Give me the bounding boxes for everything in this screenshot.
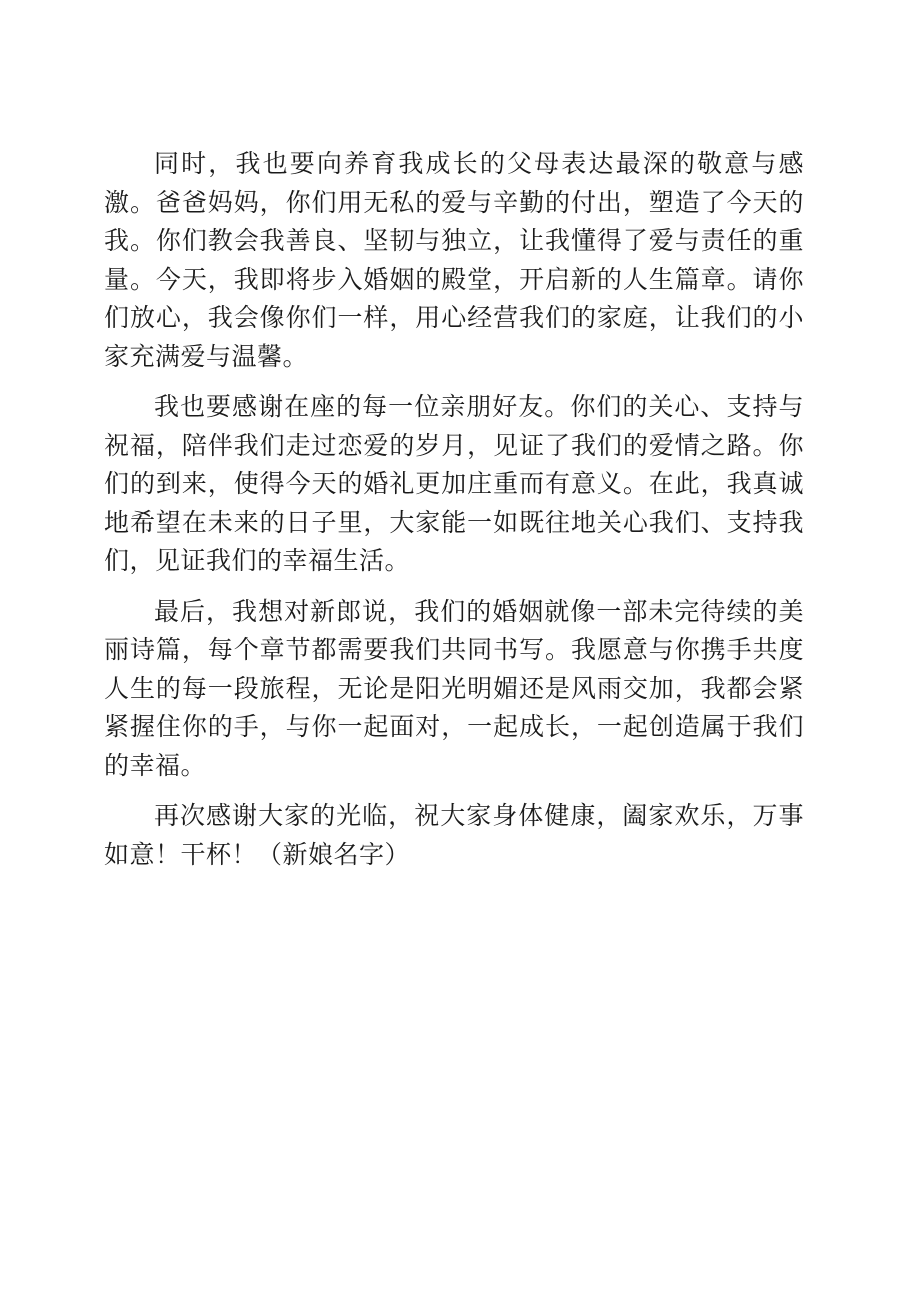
paragraph-parents-thanks: 同时，我也要向养育我成长的父母表达最深的敬意与感激。爸爸妈妈，你们用无私的爱与辛勤的付出，塑造了今天的我。你们教会我善良、坚韧与独立，让我懂得了爱与责任的重量。今天，我即将步入婚姻的殿堂，开启新的人生篇章。请你们放心，我会像你们一样，用心经营我们的家庭，让我们的小家充满爱与温馨。 bbox=[104, 149, 804, 371]
paragraph-to-groom: 最后，我想对新郎说，我们的婚姻就像一部未完待续的美丽诗篇，每个章节都需要我们共同书写。我愿意与你携手共度人生的每一段旅程，无论是阳光明媚还是风雨交加，我都会紧紧握住你的手，与你一起面对，一起成长，一起创造属于我们的幸福。 bbox=[104, 596, 804, 780]
paragraph-friends-thanks: 我也要感谢在座的每一位亲朋好友。你们的关心、支持与祝福，陪伴我们走过恋爱的岁月，见证了我们的爱情之路。你们的到来，使得今天的婚礼更加庄重而有意义。在此，我真诚地希望在未来的日子里，大家能一如既往地关心我们、支持我们，见证我们的幸福生活。 bbox=[104, 392, 804, 575]
document-body bbox=[104, 145, 804, 886]
paragraph-closing-toast: 再次感谢大家的光临，祝大家身体健康，阖家欢乐，万事如意！干杯！（新娘名字） bbox=[104, 801, 804, 869]
